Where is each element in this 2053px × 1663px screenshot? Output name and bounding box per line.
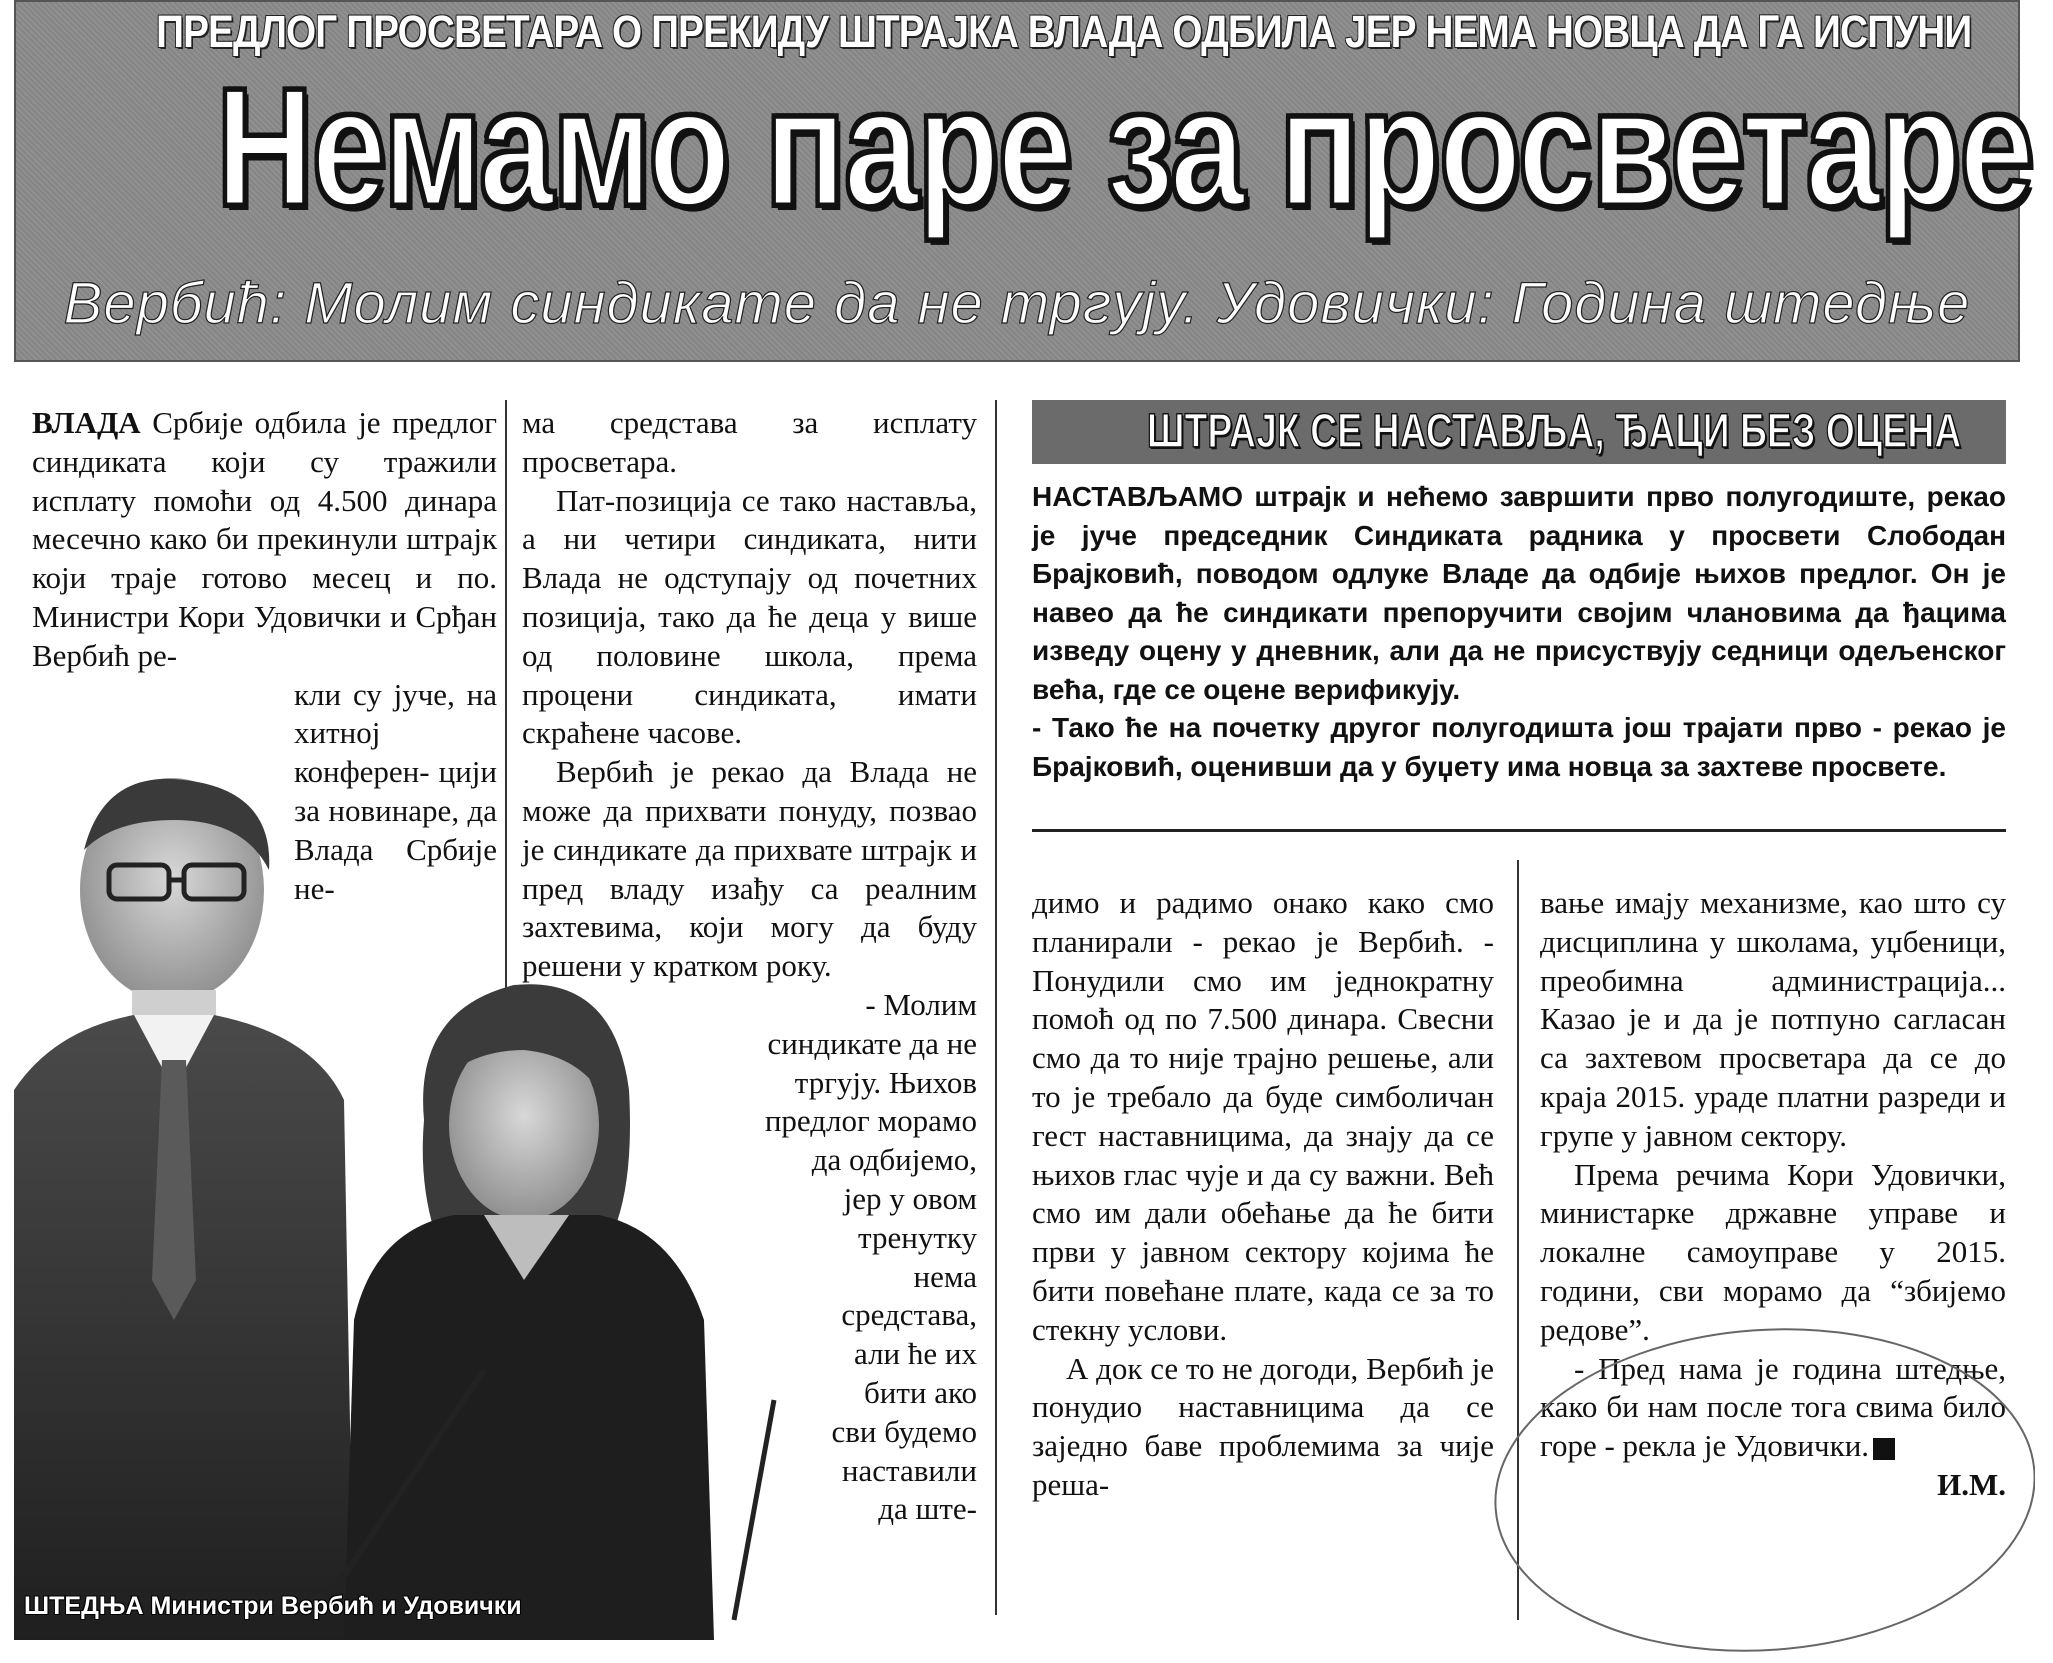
paragraph: Вербић је рекао да Влада не може да прихвати понуду, позвао је синдикате да прихвате штрајк и пред владу изађу са реалним захтевима, који могу да буду решени у кратком року. — [522, 754, 977, 984]
paragraph — [1032, 478, 2006, 709]
headline-banner — [14, 0, 2033, 362]
paragraph-wrapped: кли су јуче, на хитној конферен- цији за новинаре, да Влада Србије не- — [294, 676, 497, 906]
main-headline: Немамо паре за просветаре — [216, 53, 2033, 241]
lead-word: ВЛАДА — [32, 405, 141, 440]
caption-label: ШТЕДЊА — [24, 1592, 144, 1620]
paragraph: - Тако ће на почетку другог полугодишта још трајати прво - рекао је Брајковић, оценивши да у буџету има новца за захтеве просвете. — [1032, 712, 2006, 782]
kicker: ПРЕДЛОГ ПРОСВЕТАРА О ПРЕКИДУ ШТРАЈКА ВЛАДА ОДБИЛА ЈЕР НЕМА НОВЦА ДА ГА ИСПУНИ — [156, 6, 1972, 57]
paragraph: А док се то не догоди, Вербић је понудио наставницима да се заједно баве проблемима за чије реша- — [1032, 1350, 1494, 1502]
paragraph-text: - Пред нама је година штедње, како би нам после тога свима било горе - рекла је Удовички. — [1540, 1350, 2006, 1464]
column-divider — [995, 400, 997, 1615]
pen-circle-mark — [1475, 1290, 2035, 1660]
caption-text: Министри Вербић и Удовички — [143, 1592, 522, 1620]
sidebar-story-title — [1032, 400, 2006, 464]
lead-word: НАСТАВЉАМО — [1032, 481, 1243, 512]
paragraph: Пат-позиција се тако наставља, а ни четири синдиката, нити Влада не одступају од почетних позиција, тако да ће деца у више од половине школа, према процени синдиката, имати скраћене часове. — [522, 482, 977, 751]
quote-paragraph-wrapped: јер у овом тренутку нема средстава, али ће их бити ако сви будемо наставили да ште- — [831, 1180, 977, 1527]
paragraph: ма средстава за исплату просветара. — [522, 405, 977, 479]
paragraph-text: штрајк и нећемо завршити прво полугодиште, рекао је јуче председник Синдиката радника у просвети Слободан Брајковић, поводом одлуке Владе да одбије њихов предлог. Он је навео да ће синдикати препоручити својим члановима да ђацима изведу оцену у дневник, али да не присуствују седници одељенског већа, где се оцене верификују. — [1032, 481, 2006, 705]
sidebar-story-body — [1032, 478, 2006, 786]
paragraph — [32, 404, 497, 676]
article-column-3 — [1032, 884, 1494, 1505]
paragraph-text: Србије одбила је предлог синдиката који су тражили исплату помоћи од 4.500 динара месечно како би прекинули штрајк који траје готово месец и по. Министри Кори Удовички и Срђан Вербић ре- — [32, 405, 497, 673]
section-divider — [1032, 829, 2006, 832]
quote-paragraph: - Молим синдикате да не тргују. Њихов предлог морамо да одбијемо, — [764, 986, 977, 1178]
photo-caption — [24, 1592, 522, 1621]
paragraph: Према речима Кори Удовички, министарке државне управе и локалне самоуправе у 2015. години, сви морамо да “збијемо редове”. — [1540, 1156, 2006, 1347]
signature: И.М. — [1937, 1466, 2006, 1502]
subheadline: Вербић: Молим синдикате да не тргују. Удовички: Година штедње — [63, 271, 1971, 336]
paragraph: вање имају механизме, као што су дисциплина у школама, уџбеници, преобимна администрација... Казао је и да је потпуно сагласан са захтевом просветара да се до краја 2015. ураде платни разреди и групе у јавном сектору. — [1540, 885, 2006, 1153]
paragraph: димо и радимо онако како смо планирали - рекао је Вербић. - Понудили смо им једнократну помоћ од по 7.500 динара. Свесни смо да то није трајно решење, али то је требало да буде симболичан гест наставницима, да знају да се њихов глас чује и да су важни. Већ смо им дали обећање да ће бити први у јавном сектору којима ће бити повећане плате, када се за то стекну услови. — [1032, 885, 1494, 1347]
ministers-photo — [14, 760, 814, 1640]
sidebar-story-title-text: ШТРАЈК СЕ НАСТАВЉА, ЂАЦИ БЕЗ ОЦЕНА — [1146, 405, 1962, 458]
